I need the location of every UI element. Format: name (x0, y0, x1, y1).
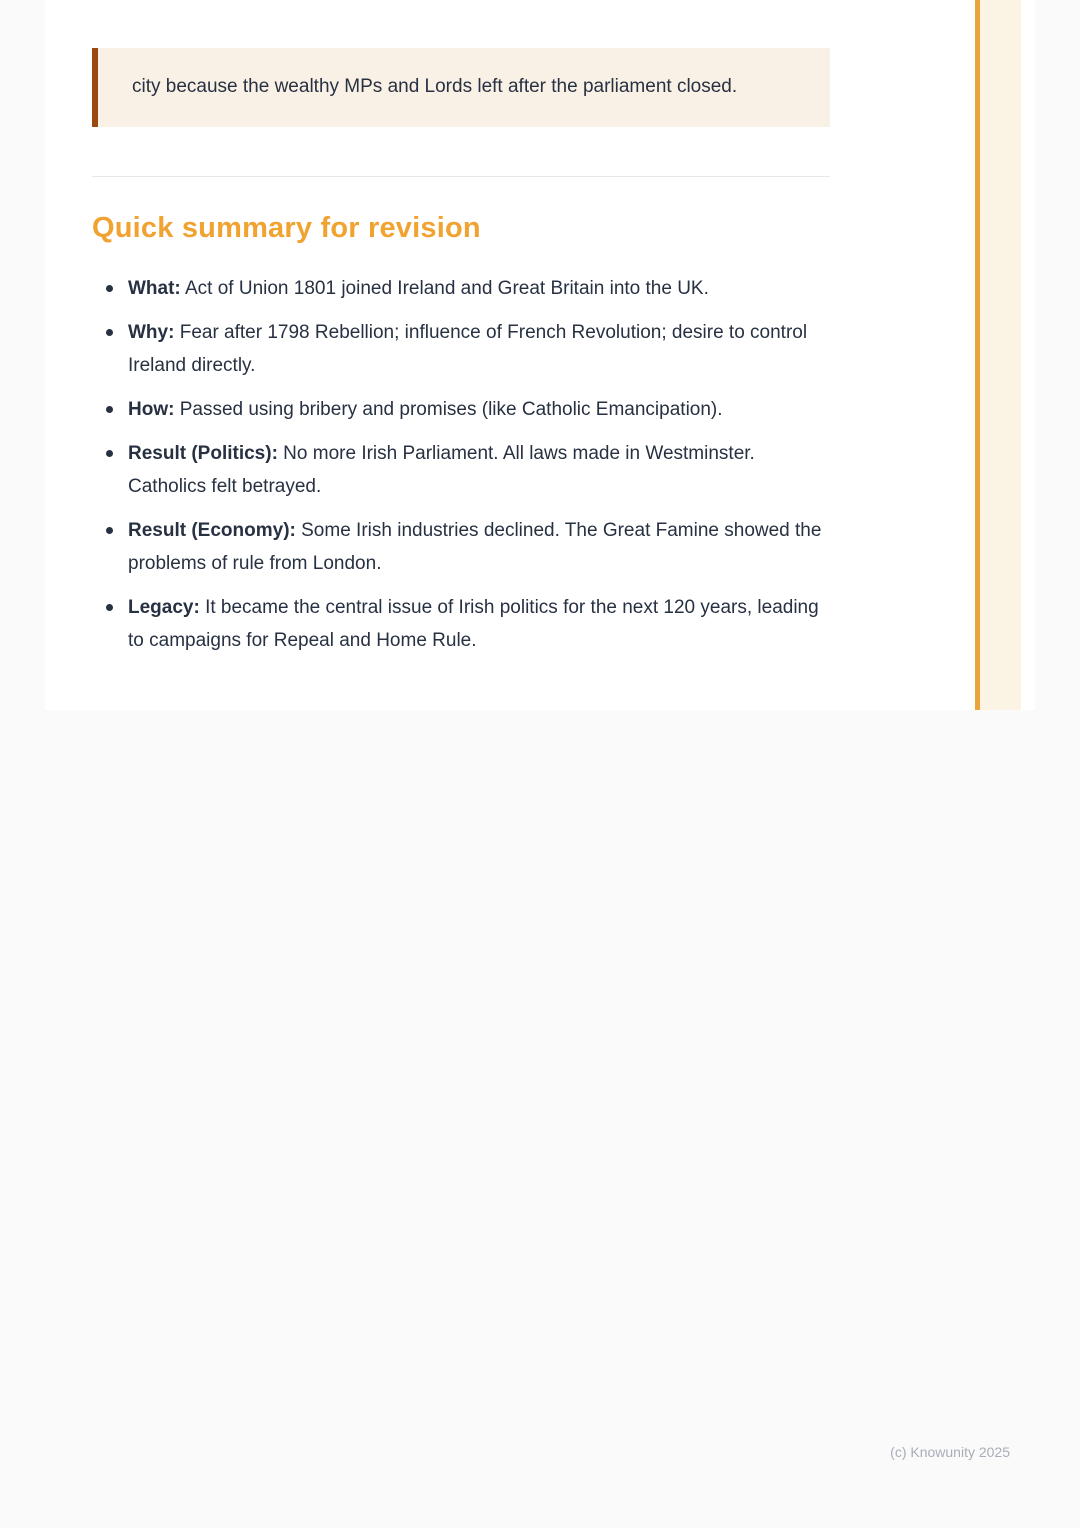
list-item-label: Result (Politics): (128, 443, 278, 464)
summary-section-title: Quick summary for revision (92, 212, 481, 244)
list-item-text: Some Irish industries declined. The Great Famine showed the problems of rule from London. (128, 520, 822, 574)
list-item-label: What: (128, 278, 181, 299)
list-item-label: Result (Economy): (128, 520, 296, 541)
list-item-text: Fear after 1798 Rebellion; influence of French Revolution; desire to control Ireland directly. (128, 322, 808, 376)
list-item-text: Act of Union 1801 joined Ireland and Great Britain into the UK. (180, 278, 709, 299)
list-item-text: Passed using bribery and promises (like Catholic Emancipation). (174, 399, 723, 420)
section-divider (92, 176, 830, 177)
list-item (103, 393, 833, 426)
list-item-text: No more Irish Parliament. All laws made in Westminster. Catholics felt betrayed. (128, 443, 755, 497)
list-item (103, 437, 833, 503)
side-accent-band (980, 0, 1021, 710)
list-item (103, 316, 833, 382)
quote-callout-text: city because the wealthy MPs and Lords left after the parliament closed. (132, 76, 738, 97)
list-item-text: It became the central issue of Irish politics for the next 120 years, leading to campaigns for Repeal and Home Rule. (128, 597, 819, 651)
document-page (45, 0, 1035, 710)
copyright-text: (c) Knowunity 2025 (890, 1444, 1010, 1460)
list-item-label: Why: (128, 322, 175, 343)
quote-callout (92, 48, 830, 127)
list-item (103, 272, 833, 305)
list-item-label: How: (128, 399, 175, 420)
list-item (103, 591, 833, 657)
list-item (103, 514, 833, 580)
list-item-label: Legacy: (128, 597, 200, 618)
summary-list (103, 272, 833, 668)
